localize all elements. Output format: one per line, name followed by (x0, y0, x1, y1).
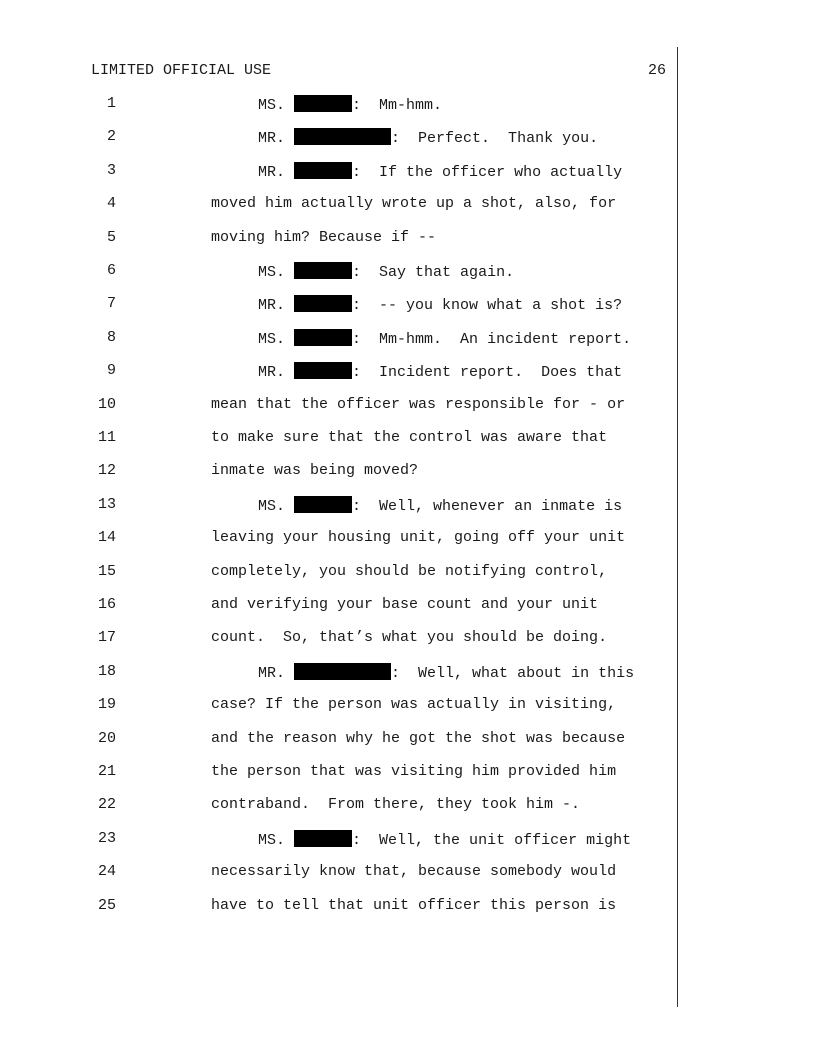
continuation-line-text (211, 796, 580, 813)
line-number: 1 (106, 95, 116, 112)
speaker-line-text: MS. : Mm-hmm. An incident report. (258, 330, 632, 348)
continuation-line-text (211, 229, 436, 246)
line-number: 12 (97, 462, 116, 480)
continuation-line-text (211, 696, 616, 713)
transcript-line (0, 262, 816, 282)
spoken-text: contraband. From there, they took him -. (211, 796, 581, 814)
spoken-text: case? If the person was actually in visiting, (211, 696, 617, 714)
spoken-text: Well, what about in this (418, 664, 635, 682)
spoken-text: moved him actually wrote up a shot, also, for (211, 195, 617, 213)
speaker-title: MS. (258, 264, 286, 281)
spoken-text: the person that was visiting him provided him (211, 763, 617, 780)
spoken-text: and verifying your base count and your unit (211, 596, 599, 613)
spoken-text: Say that again. (379, 264, 515, 281)
spoken-text: -- you know what a shot is? (379, 297, 623, 315)
spoken-text: Mm-hmm. An incident report. (379, 330, 632, 348)
spoken-text: to make sure that the control was aware that (211, 429, 608, 446)
line-number: 8 (106, 328, 116, 346)
transcript-line (0, 329, 816, 349)
spoken-text: If the officer who actually (379, 163, 623, 181)
spoken-text: Perfect. Thank you. (418, 130, 599, 148)
redaction-block (294, 162, 352, 179)
spoken-text: inmate was being moved? (211, 462, 419, 480)
transcript-line (0, 95, 816, 115)
continuation-line-text (211, 763, 616, 780)
line-number: 20 (97, 729, 116, 747)
continuation-line-text (211, 730, 625, 747)
redaction-block (294, 830, 352, 847)
line-number: 19 (97, 696, 116, 714)
speaker-title: MR. (258, 364, 286, 382)
transcript-line (0, 696, 816, 716)
line-number: 23 (97, 829, 116, 847)
transcript-line (0, 162, 816, 182)
line-number: 13 (97, 495, 116, 513)
transcript-line (0, 396, 816, 416)
transcript-line (0, 863, 816, 883)
line-number: 21 (97, 763, 116, 780)
line-number: 25 (97, 896, 116, 914)
line-number: 15 (97, 562, 116, 580)
speaker-title: MS. (258, 330, 286, 348)
transcript-line (0, 462, 816, 482)
spoken-text: necessarily know that, because somebody would (211, 863, 617, 881)
speaker-title: MR. (258, 130, 286, 148)
speaker-line-text: MS. : Well, the unit officer might (258, 831, 632, 849)
line-number: 6 (106, 262, 116, 279)
redaction-block (294, 663, 391, 680)
speaker-title: MR. (258, 664, 286, 682)
transcript-line (0, 496, 816, 516)
continuation-line-text (211, 429, 607, 446)
line-number: 11 (97, 429, 116, 446)
line-number: 5 (106, 228, 116, 246)
continuation-line-text (211, 529, 625, 546)
transcript-line (0, 663, 816, 683)
transcript-line (0, 897, 816, 917)
speaker-line-text: MS. : Say that again. (258, 264, 515, 281)
classification-header: LIMITED OFFICIAL USE (91, 62, 272, 79)
redaction-block (294, 262, 352, 279)
line-number: 4 (106, 195, 116, 213)
speaker-line-text: MR. : Incident report. Does that (258, 364, 623, 382)
redaction-block (294, 496, 352, 513)
redaction-block (294, 329, 352, 346)
transcript-line (0, 596, 816, 616)
spoken-text: count. So, that’s what you should be doing. (211, 629, 608, 647)
line-number: 9 (106, 362, 116, 380)
transcript-line (0, 229, 816, 249)
page-number: 26 (648, 62, 667, 79)
speaker-line-text: MR. : Perfect. Thank you. (258, 130, 599, 148)
line-number: 22 (97, 796, 116, 814)
spoken-text: Mm-hmm. (379, 97, 443, 114)
continuation-line-text (211, 629, 607, 646)
spoken-text: Well, whenever an inmate is (379, 497, 623, 515)
speaker-title: MS. (258, 831, 286, 849)
redaction-block (294, 95, 352, 112)
transcript-line (0, 529, 816, 549)
transcript-line (0, 730, 816, 750)
line-number: 10 (97, 395, 116, 413)
spoken-text: and the reason why he got the shot was because (211, 729, 626, 747)
transcript-line (0, 362, 816, 382)
line-number: 18 (97, 662, 116, 680)
line-number: 7 (106, 295, 116, 313)
transcript-line (0, 796, 816, 816)
line-number: 24 (97, 863, 116, 881)
speaker-line-text: MR. : Well, what about in this (258, 664, 635, 682)
speaker-title: MR. (258, 163, 286, 181)
continuation-line-text (211, 396, 625, 413)
redaction-block (294, 295, 352, 312)
transcript-line (0, 429, 816, 449)
transcript-line (0, 763, 816, 783)
transcript-line (0, 629, 816, 649)
line-number: 17 (97, 629, 116, 647)
speaker-line-text: MS. : Mm-hmm. (258, 97, 443, 114)
speaker-line-text: MR. : If the officer who actually (258, 163, 623, 181)
spoken-text: Well, the unit officer might (379, 831, 632, 849)
transcript-line (0, 295, 816, 315)
spoken-text: Incident report. Does that (379, 364, 623, 382)
redaction-block (294, 362, 352, 379)
continuation-line-text (211, 462, 418, 479)
continuation-line-text (211, 596, 598, 613)
continuation-line-text (211, 563, 607, 580)
transcript-line (0, 128, 816, 148)
continuation-line-text (211, 897, 616, 914)
speaker-title: MS. (258, 497, 286, 515)
line-number: 16 (97, 596, 116, 613)
continuation-line-text (211, 863, 616, 880)
speaker-title: MS. (258, 97, 286, 114)
transcript-line (0, 195, 816, 215)
line-number: 14 (97, 529, 116, 547)
line-number: 2 (106, 128, 116, 146)
redaction-block (294, 128, 391, 145)
spoken-text: moving him? Because if -- (211, 228, 437, 246)
spoken-text: mean that the officer was responsible for - or (211, 395, 626, 413)
speaker-title: MR. (258, 297, 286, 315)
speaker-line-text: MS. : Well, whenever an inmate is (258, 497, 623, 515)
spoken-text: have to tell that unit officer this person is (211, 896, 617, 914)
speaker-line-text: MR. : -- you know what a shot is? (258, 297, 623, 315)
spoken-text: completely, you should be notifying control, (211, 562, 608, 580)
transcript-line (0, 563, 816, 583)
continuation-line-text (211, 195, 616, 212)
line-number: 3 (106, 161, 116, 179)
spoken-text: leaving your housing unit, going off your unit (211, 529, 626, 547)
transcript-line (0, 830, 816, 850)
